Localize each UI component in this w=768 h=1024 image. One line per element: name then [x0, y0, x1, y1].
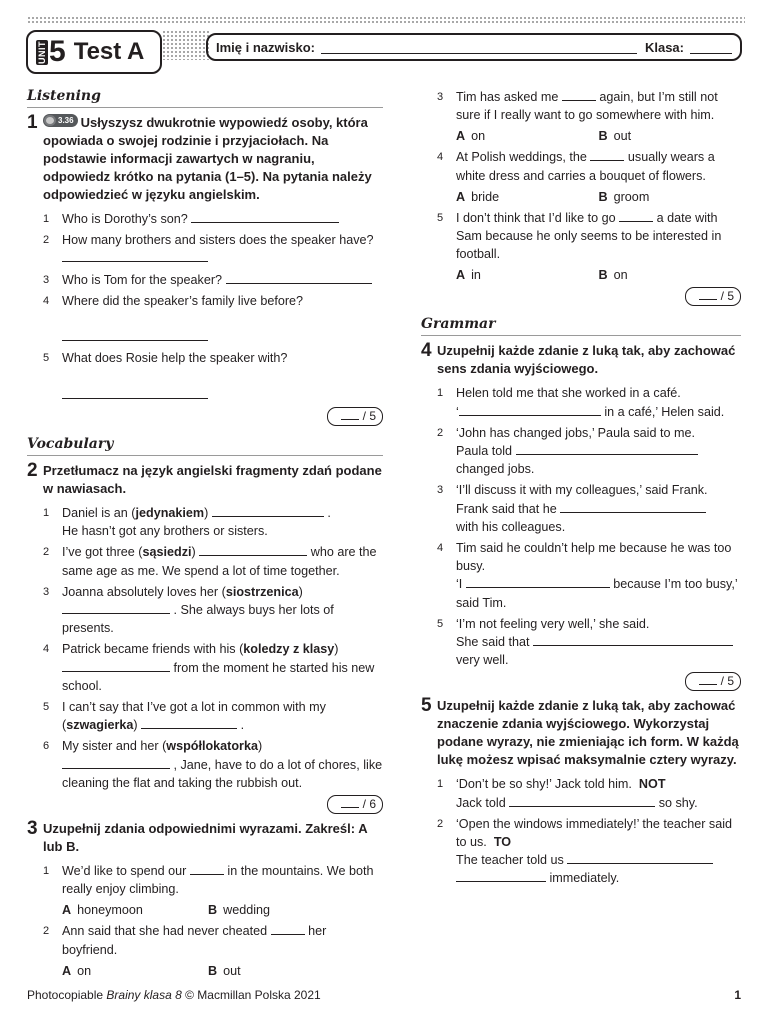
item-number: 2	[43, 925, 50, 938]
item-number: 2	[437, 817, 444, 830]
item-text: Paula told	[456, 444, 513, 459]
item-text: My sister and her (	[62, 739, 167, 754]
item-text: Joanna absolutely loves her (	[62, 584, 226, 599]
list-item	[43, 271, 383, 289]
option-text: out	[613, 129, 632, 144]
score-box[interactable]	[327, 407, 383, 426]
item-text: who are the same age as me. We spend a lot of time together.	[62, 545, 377, 578]
item-text: I don’t think that I’d like to go	[456, 210, 616, 225]
option-text: on	[77, 963, 92, 978]
options-row	[421, 127, 741, 145]
answer-blank[interactable]	[212, 504, 324, 517]
list-item	[437, 775, 741, 811]
option-b[interactable]	[208, 962, 354, 980]
answer-blank[interactable]	[459, 403, 601, 416]
unit-badge	[26, 30, 162, 74]
item-text: He hasn’t got any brothers or sisters.	[62, 524, 268, 539]
answer-blank[interactable]	[199, 543, 307, 556]
item-number: 1	[437, 387, 444, 400]
answer-blank[interactable]	[62, 756, 170, 769]
answer-blank[interactable]	[456, 869, 546, 882]
item-number: 2	[437, 426, 444, 439]
item-keyword: współlokatorka	[166, 739, 258, 754]
answer-blank[interactable]	[62, 659, 170, 672]
score-row	[27, 407, 383, 426]
vocabulary-items	[27, 504, 383, 792]
score-total: / 5	[720, 674, 734, 689]
option-letter: B	[598, 268, 608, 283]
list-item	[43, 698, 383, 734]
item-text: Ann said that she had never cheated	[62, 924, 268, 939]
option-letter: A	[456, 268, 466, 283]
item-text: At Polish weddings, the	[456, 150, 587, 165]
item-text: What does Rosie help the speaker with?	[62, 351, 288, 366]
item-number: 4	[43, 294, 50, 307]
option-a[interactable]	[456, 188, 599, 206]
task-1-header	[27, 114, 383, 204]
footer-text: © Macmillan Polska 2021	[185, 988, 321, 1002]
option-a[interactable]	[456, 127, 599, 145]
list-item	[43, 231, 383, 267]
task-instruction	[43, 114, 383, 204]
item-text: .	[240, 718, 245, 733]
keyword: NOT	[638, 777, 666, 792]
item-number: 5	[43, 701, 50, 714]
left-column	[27, 88, 383, 983]
task3-items-right-2	[421, 148, 741, 184]
option-text: in	[471, 268, 481, 283]
task-3-instruction: Uzupełnij zdania odpowiednimi wyrazami. Zakreśl: A lub B.	[43, 821, 368, 855]
item-text: .	[327, 506, 331, 521]
item-text: Patrick became friends with his (	[62, 642, 244, 657]
answer-blank[interactable]	[509, 794, 655, 807]
option-letter: B	[208, 963, 218, 978]
item-text: I’ve got three (	[62, 545, 143, 560]
item-text: Tim has asked me	[456, 90, 559, 104]
answer-blank[interactable]	[62, 328, 208, 341]
list-item	[437, 88, 741, 124]
item-text: )	[191, 545, 196, 560]
cd-icon	[44, 115, 56, 126]
item-text: very well.	[456, 653, 509, 668]
list-item	[437, 424, 741, 479]
list-item	[437, 815, 741, 888]
item-text: Tim said he couldn’t help me because he was too busy.	[456, 541, 732, 574]
option-text: out	[223, 963, 241, 978]
list-item	[437, 481, 741, 536]
item-text: changed jobs.	[456, 462, 535, 477]
item-text: Jack told	[456, 795, 506, 810]
score-box[interactable]	[685, 287, 741, 306]
footer-text: Photocopiable	[27, 988, 104, 1002]
right-column	[421, 88, 741, 891]
unit-label: UNIT	[37, 40, 47, 64]
item-number: 1	[43, 865, 50, 878]
option-text: on	[471, 129, 486, 144]
item-text: her boyfriend.	[62, 924, 327, 957]
score-row	[421, 287, 741, 306]
options-row	[27, 962, 383, 980]
class-field[interactable]	[690, 40, 732, 54]
item-number: 4	[437, 542, 444, 555]
task-number: 1	[27, 112, 38, 133]
option-letter: B	[598, 129, 608, 144]
item-text: , Jane, have to do a lot of chores, like cleaning the flat and taking the rubbish out.	[62, 757, 383, 790]
section-vocabulary: Vocabulary	[27, 436, 383, 456]
task-number: 3	[27, 818, 38, 840]
list-item	[43, 349, 383, 404]
option-b[interactable]	[599, 266, 742, 284]
score-total: / 5	[362, 409, 376, 424]
list-item	[437, 615, 741, 670]
option-text: honeymoon	[77, 903, 143, 918]
task-5-header	[421, 697, 741, 769]
answer-blank[interactable]	[141, 716, 237, 729]
option-letter: B	[598, 189, 608, 204]
item-number: 3	[43, 273, 50, 286]
item-keyword: jedynakiem	[135, 506, 205, 521]
item-number: 5	[43, 352, 50, 365]
option-letter: A	[456, 189, 466, 204]
item-text: I can’t say that I’ve got a lot in common with my (	[62, 700, 326, 733]
item-number: 3	[437, 484, 444, 497]
item-keyword: sąsiedzi	[142, 545, 192, 560]
listening-items	[27, 210, 383, 404]
answer-blank[interactable]	[533, 633, 733, 646]
item-text: Daniel is an (	[62, 506, 136, 521]
option-letter: B	[208, 903, 218, 918]
answer-blank[interactable]	[560, 500, 706, 513]
answer-blank[interactable]	[466, 575, 610, 588]
page-footer	[27, 988, 741, 1002]
book-title: Brainy klasa 8	[106, 988, 182, 1002]
item-text: ‘I’m not feeling very well,’ she said.	[456, 616, 650, 631]
score-row	[421, 672, 741, 691]
answer-blank[interactable]	[226, 271, 372, 284]
item-number: 2	[43, 234, 50, 247]
audio-track-badge[interactable]	[43, 114, 78, 127]
item-text: usually wears a white dress and carries a bouquet of flowers.	[456, 150, 715, 183]
item-text: Who is Dorothy’s son?	[62, 212, 188, 226]
item-text: again, but I’m still not sure if I really want to go somewhere with him.	[456, 90, 718, 123]
item-keyword: koledzy z klasy	[243, 642, 335, 657]
score-total: / 5	[720, 289, 734, 304]
name-field[interactable]	[321, 40, 637, 54]
task-3-header	[27, 820, 383, 856]
item-text: How many brothers and sisters does the speaker have?	[62, 233, 374, 248]
option-a[interactable]	[62, 962, 208, 980]
class-label: Klasa:	[644, 39, 684, 55]
item-text: )	[204, 506, 209, 521]
grammar-items	[421, 384, 741, 669]
list-item	[437, 539, 741, 612]
answer-blank[interactable]	[271, 922, 305, 935]
option-text: wedding	[223, 903, 271, 918]
option-a[interactable]	[62, 901, 208, 919]
test-title: Test A	[73, 38, 145, 65]
option-b[interactable]	[599, 188, 742, 206]
task-2-instruction: Przetłumacz na język angielski fragmenty zdań podane w nawiasach.	[43, 463, 382, 497]
score-box[interactable]	[685, 672, 741, 691]
list-item	[437, 209, 741, 264]
task-number: 2	[27, 460, 38, 482]
option-letter: A	[456, 129, 466, 144]
item-keyword: szwagierka	[66, 718, 134, 733]
item-number: 4	[43, 643, 50, 656]
task-number: 5	[421, 695, 432, 717]
answer-blank[interactable]	[619, 209, 653, 222]
item-text: ‘Open the windows immediately!’ the teacher said to us.	[456, 816, 733, 850]
item-text: )	[334, 642, 339, 657]
item-text: a date with Sam because he only seems to be interested in football.	[456, 210, 722, 262]
task-4-header	[421, 342, 741, 378]
answer-blank[interactable]	[562, 88, 596, 101]
task3-items-left	[27, 862, 383, 898]
item-text: . She always buys her lots of presents.	[62, 603, 334, 636]
option-letter: A	[62, 963, 72, 978]
student-info-box	[206, 33, 742, 61]
score-box[interactable]	[327, 795, 383, 814]
item-keyword: siostrzenica	[225, 584, 299, 599]
item-text: The teacher told us	[456, 853, 564, 868]
keyword: TO	[493, 835, 512, 850]
item-text: in a café,’ Helen said.	[604, 404, 725, 419]
answer-blank[interactable]	[62, 386, 208, 399]
option-text: bride	[471, 189, 500, 204]
task3-items-right-3	[421, 209, 741, 264]
item-text: ‘Don’t be so shy!’ Jack told him.	[456, 777, 632, 792]
list-item	[437, 148, 741, 184]
item-number: 6	[43, 740, 50, 753]
option-letter: A	[62, 903, 72, 918]
task-2-header	[27, 462, 383, 498]
item-text: in the mountains. We both really enjoy climbing.	[62, 864, 374, 897]
item-number: 1	[43, 213, 50, 225]
options-row	[27, 901, 383, 919]
answer-blank[interactable]	[516, 442, 698, 455]
answer-blank[interactable]	[567, 851, 713, 864]
task3-items-left-2	[27, 922, 383, 958]
option-a[interactable]	[456, 266, 599, 284]
item-text: immediately.	[549, 871, 620, 886]
name-label: Imię i nazwisko:	[216, 39, 315, 55]
item-text: ‘	[456, 404, 459, 419]
score-row	[27, 795, 383, 814]
list-item	[43, 504, 383, 540]
item-text: Where did the speaker’s family live before?	[62, 293, 304, 308]
item-text: from the moment he started his new school.	[62, 660, 375, 693]
item-text: )	[257, 739, 263, 754]
list-item	[437, 384, 741, 420]
answer-blank[interactable]	[590, 148, 624, 161]
section-grammar: Grammar	[421, 316, 741, 336]
item-number: 1	[43, 507, 50, 520]
item-text: We’d like to spend our	[62, 864, 187, 879]
item-number: 1	[437, 778, 444, 791]
list-item	[43, 737, 383, 792]
page-number: 1	[734, 988, 741, 1002]
item-text: ‘I	[456, 577, 463, 592]
options-row	[421, 266, 741, 284]
option-text: on	[613, 268, 628, 283]
list-item	[43, 292, 383, 347]
option-text: groom	[613, 189, 650, 204]
task5-items	[421, 775, 741, 887]
section-listening: Listening	[27, 88, 383, 108]
track-number: 3.36	[58, 115, 74, 125]
task-1-instruction: Usłyszysz dwukrotnie wypowiedź osoby, która opowiada o swojej rodzinie i przyjaciołach. Na podstawie informacji zawartych w nagraniu, odpowiedz krótko na pytania (1–5). Na pytania należy odpowiedzieć w języku angielskim.	[43, 115, 372, 202]
item-text: )	[298, 584, 303, 599]
item-text: so shy.	[658, 795, 698, 810]
list-item	[43, 583, 383, 638]
option-b[interactable]	[599, 127, 742, 145]
item-text: ‘I’ll discuss it with my colleagues,’ said Frank.	[456, 483, 708, 498]
copyright	[27, 988, 321, 1002]
item-number: 4	[437, 151, 444, 164]
item-number: 5	[437, 211, 444, 224]
unit-number: 5	[49, 35, 66, 68]
task-number: 4	[421, 340, 432, 362]
item-text: with his colleagues.	[456, 519, 566, 534]
list-item	[43, 922, 383, 958]
item-text: Who is Tom for the speaker?	[62, 272, 223, 287]
answer-blank[interactable]	[191, 210, 339, 223]
item-number: 3	[43, 585, 50, 598]
item-text: She said that	[456, 635, 530, 650]
header-dot-band	[27, 16, 745, 25]
item-text: )	[133, 718, 138, 733]
task3-items-right	[421, 88, 741, 124]
answer-blank[interactable]	[62, 249, 208, 262]
list-item	[43, 210, 383, 228]
item-number: 2	[43, 546, 50, 559]
list-item	[43, 640, 383, 695]
score-total: / 6	[362, 797, 376, 812]
task-5-instruction: Uzupełnij każde zdanie z luką tak, aby zachować znaczenie zdania wyjściowego. Wykorzystaj podane wyrazy, nie zmieniając ich form. W każdą lukę możesz wpisać maksymalnie cztery wyrazy.	[437, 698, 739, 768]
list-item	[43, 862, 383, 898]
item-number: 5	[437, 617, 444, 630]
answer-blank[interactable]	[190, 862, 224, 875]
options-row	[421, 188, 741, 206]
option-b[interactable]	[208, 901, 354, 919]
item-text: because I’m too busy,’ said Tim.	[456, 577, 738, 610]
item-text: Helen told me that she worked in a café.	[456, 386, 681, 401]
task-4-instruction: Uzupełnij każde zdanie z luką tak, aby zachować sens zdania wyjściowego.	[437, 343, 736, 377]
item-text: Frank said that he	[456, 501, 557, 516]
item-number: 3	[437, 91, 444, 103]
header-dot-pattern	[162, 30, 210, 60]
item-text: ‘John has changed jobs,’ Paula said to me.	[456, 425, 695, 440]
answer-blank[interactable]	[62, 601, 170, 614]
list-item	[43, 543, 383, 579]
